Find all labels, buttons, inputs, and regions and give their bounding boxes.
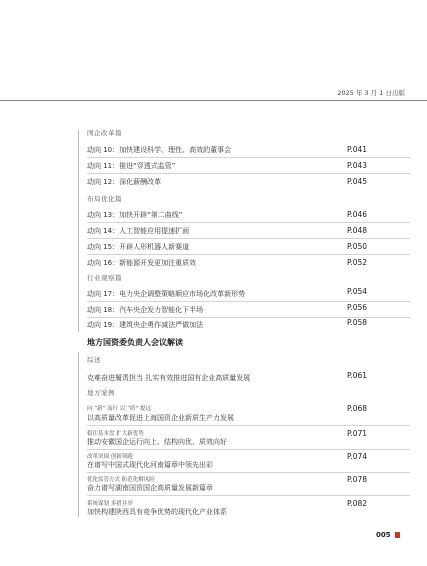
toc-entry-page[interactable]: P.052 [347, 258, 368, 267]
toc-entry-label[interactable]: 动向 15：开辟人形机器人新赛道 [87, 243, 190, 251]
toc-entry-label[interactable]: 克难奋进履责担当 扎实有效推进国有企业高质量发展 [87, 374, 251, 382]
toc-entry-page[interactable]: P.056 [347, 303, 368, 312]
page-number: 005 [376, 531, 391, 539]
header-divider [0, 100, 427, 101]
toc-entry-page[interactable]: P.058 [347, 318, 368, 327]
toc-entry-page[interactable]: P.071 [347, 429, 368, 438]
toc-entry-page[interactable]: P.045 [347, 177, 368, 186]
page-number-accent [395, 532, 400, 538]
toc-entry-label[interactable]: 推动安徽国企运行向上、结构向优、质效向好 [87, 438, 227, 446]
toc-entry-subtitle: 向 “新” 而行 以 “质” 提远 [87, 406, 151, 412]
toc-entry-page[interactable]: P.046 [347, 210, 368, 219]
toc-entry-page[interactable]: P.078 [347, 475, 368, 484]
toc-entry-label[interactable]: 动向 19：建筑央企勇作减法严做加法 [87, 321, 204, 329]
toc-entry-subtitle: 改革突围 创新领跑 [87, 454, 133, 460]
toc-divider [87, 449, 410, 450]
toc-entry-page[interactable]: P.048 [347, 226, 368, 235]
section-heading-industry: 行业观察篇 [87, 274, 122, 282]
toc-entry-label[interactable]: 动向 11：推进“穿透式监管” [87, 162, 176, 170]
toc-entry-label[interactable]: 动向 18：汽车央企发力智能化下半场 [87, 306, 204, 314]
toc-divider [87, 425, 410, 426]
toc-divider [87, 301, 410, 302]
toc-entry-label[interactable]: 动向 17：电力央企调整策略顺应市场化改革新形势 [87, 290, 246, 298]
toc-entry-label[interactable]: 奋力谱写湖南国资国企高质量发展新篇章 [87, 484, 213, 492]
toc-divider [87, 254, 410, 255]
part-title-local-sasac: 地方国资委负责人会议解读 [87, 337, 183, 347]
section-vertical-line-part2 [78, 352, 79, 517]
toc-entry-label[interactable]: 动向 14：人工智能应用提速扩面 [87, 227, 190, 235]
section-heading-reform: 国企改革篇 [87, 129, 122, 137]
toc-entry-page[interactable]: P.050 [347, 242, 368, 251]
section-heading-summary: 综述 [87, 356, 101, 364]
toc-divider [87, 495, 410, 496]
toc-divider [87, 173, 410, 174]
toc-entry-label[interactable]: 动向 13：加快开辟“第二曲线” [87, 211, 183, 219]
toc-entry-page[interactable]: P.082 [347, 499, 368, 508]
toc-entry-subtitle: 系统谋划 多措并举 [87, 501, 133, 507]
toc-entry-label[interactable]: 动向 16：新能源开发更加注重质效 [87, 259, 197, 267]
toc-divider [87, 157, 410, 158]
publication-date: 2025 年 3 月 1 日出版 [337, 89, 405, 97]
toc-divider [87, 472, 410, 473]
toc-entry-page[interactable]: P.054 [347, 287, 368, 296]
toc-entry-subtitle: 稳住基本盘 扩大新优势 [87, 431, 144, 437]
toc-entry-page[interactable]: P.043 [347, 161, 368, 170]
toc-entry-label[interactable]: 动向 12：深化薪酬改革 [87, 178, 162, 186]
section-heading-layout: 布局优化篇 [87, 195, 122, 203]
section-vertical-line-part1 [78, 130, 79, 332]
toc-entry-label[interactable]: 动向 10：加快建设科学、理性、高效的董事会 [87, 146, 232, 154]
toc-entry-subtitle: 优化监管方式 防范化解风险 [87, 477, 155, 483]
toc-entry-page[interactable]: P.074 [347, 452, 368, 461]
toc-entry-page[interactable]: P.061 [347, 371, 368, 380]
toc-entry-page[interactable]: P.041 [347, 145, 368, 154]
toc-divider [87, 222, 410, 223]
section-heading-cases: 地方案例 [87, 389, 115, 397]
toc-entry-label[interactable]: 加快构建陕西具有竞争优势的现代化产业体系 [87, 508, 227, 516]
toc-entry-page[interactable]: P.068 [347, 404, 368, 413]
toc-entry-label[interactable]: 以高质量改革促进上海国资企业新质生产力发展 [87, 414, 234, 422]
toc-entry-label[interactable]: 在谱写中国式现代化河南篇章中领先出彩 [87, 461, 213, 469]
toc-divider [87, 238, 410, 239]
